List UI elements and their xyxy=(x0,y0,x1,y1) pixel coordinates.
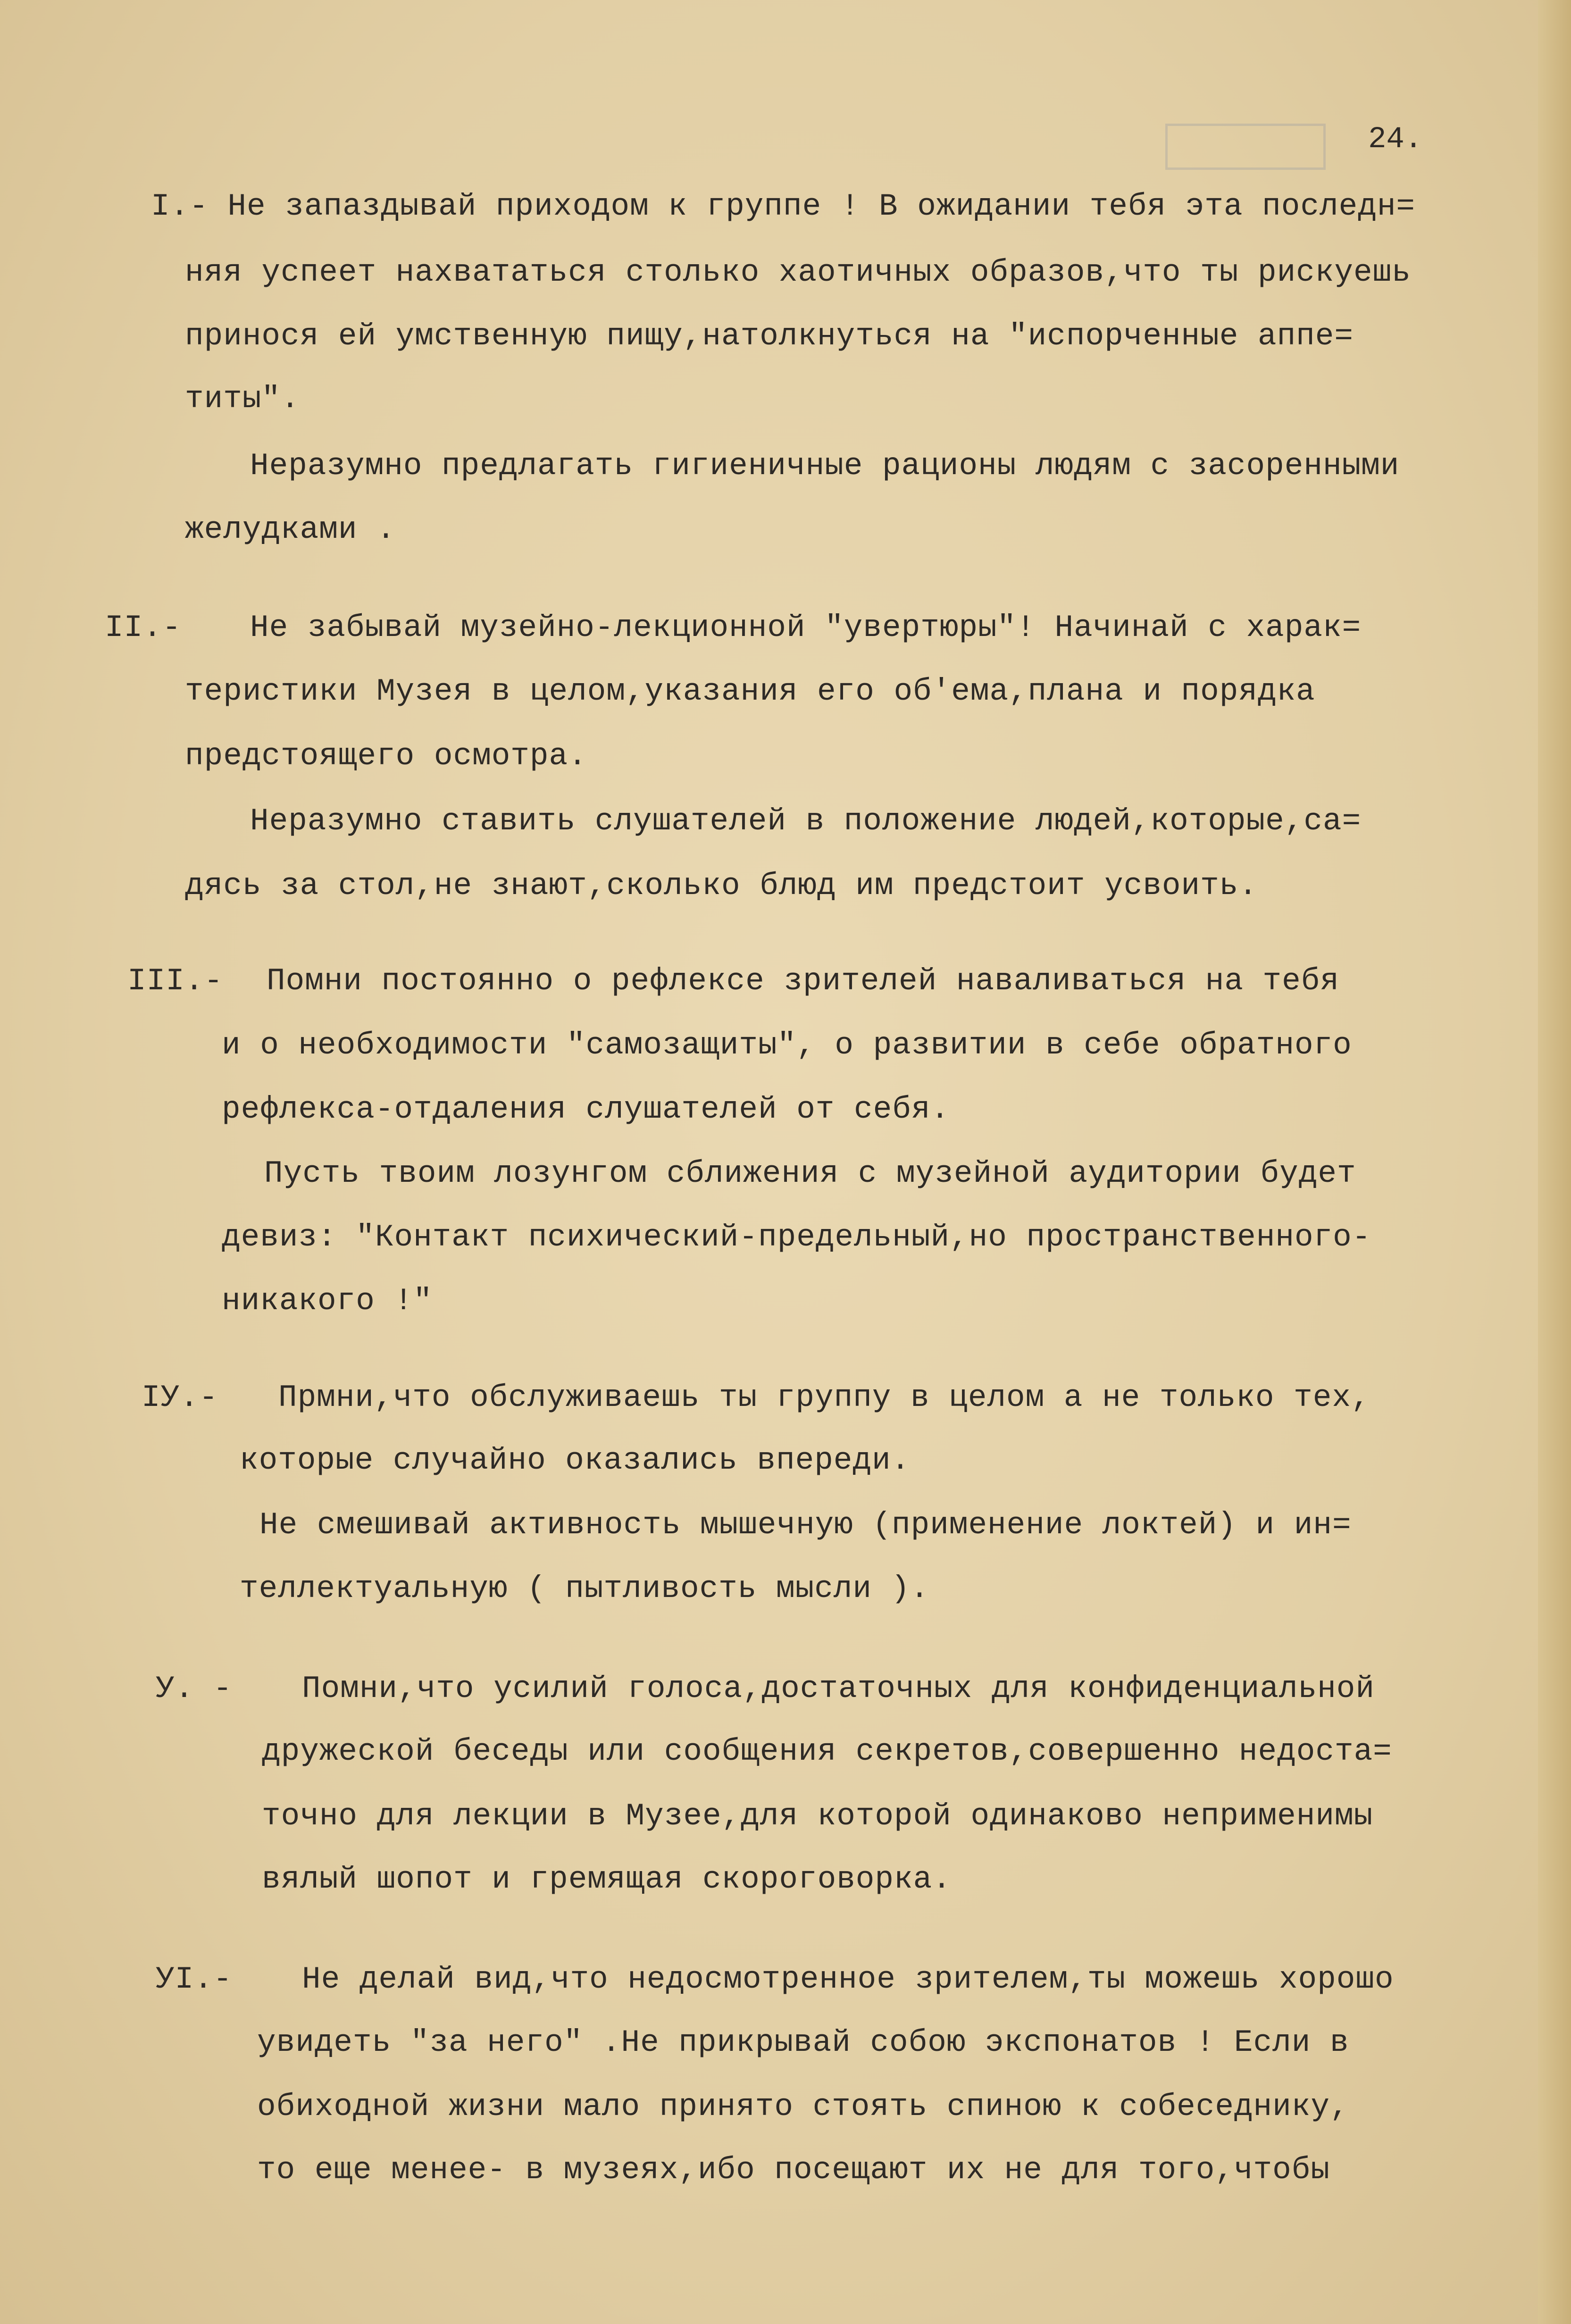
text-line: Пусть твоим лозунгом сближения с музейной аудитории будет xyxy=(264,1156,1356,1191)
text-line: желудками . xyxy=(185,512,396,547)
section-number: IУ.- xyxy=(142,1380,218,1415)
text-line: и о необходимости "самозащиты", о развитии в себе обратного xyxy=(222,1028,1352,1063)
paper-edge xyxy=(1538,0,1571,2324)
text-line: которые случайно оказались впереди. xyxy=(240,1443,911,1478)
section-number: УI.- xyxy=(156,1962,233,1997)
page-number: 24. xyxy=(1368,123,1423,157)
text-line: Не смешивай активность мышечную (применение локтей) и ин= xyxy=(259,1507,1352,1543)
text-line: Прмни,что обслуживаешь ты группу в целом а не только тех, xyxy=(278,1380,1370,1415)
text-line: никакого !" xyxy=(222,1283,433,1319)
section-number: II.- xyxy=(105,610,182,645)
text-line: рефлекса-отдаления слушателей от себя. xyxy=(222,1092,950,1127)
text-line: Не забывай музейно-лекционной "увертюры"! Начинай с харак= xyxy=(250,610,1362,645)
text-line: вялый шопот и гремящая скороговорка. xyxy=(262,1862,952,1897)
text-line: Помни постоянно о рефлексе зрителей наваливаться на тебя xyxy=(267,963,1339,999)
text-line: точно для лекции в Музее,для которой одинаково неприменимы xyxy=(262,1798,1373,1834)
text-line: теллектуальную ( пытливость мысли ). xyxy=(240,1571,929,1606)
text-line: Не делай вид,что недосмотренное зрителем,ты можешь хорошо xyxy=(302,1962,1394,1997)
section-number: У. - xyxy=(156,1671,233,1706)
text-line: теристики Музея в целом,указания его об'ема,плана и порядка xyxy=(185,674,1315,709)
text-line: принося ей умственную пищу,натолкнуться на "испорченные аппе= xyxy=(185,318,1354,354)
text-line: то еще менее- в музеях,ибо посещают их не для того,чтобы xyxy=(257,2152,1330,2188)
text-line: дясь за стол,не знают,сколько блюд им предстоит усвоить. xyxy=(185,868,1258,903)
faded-stamp xyxy=(1165,124,1326,170)
text-line: увидеть "за него" .Не прикрывай собою экспонатов ! Если в xyxy=(257,2025,1349,2060)
text-line: обиходной жизни мало принято стоять спиною к собеседнику, xyxy=(257,2089,1349,2124)
text-line: Неразумно предлагать гигиеничные рационы людям с засоренными xyxy=(250,448,1400,484)
text-line: дружеской беседы или сообщения секретов,совершенно недоста= xyxy=(262,1734,1392,1769)
text-line: I.- Не запаздывай приходом к группе ! В ожидании тебя эта последн= xyxy=(151,189,1416,224)
text-line: Помни,что усилий голоса,достаточных для конфиденциальной xyxy=(302,1671,1375,1706)
text-line: предстоящего осмотра. xyxy=(185,738,587,774)
section-number: III.- xyxy=(127,963,224,999)
text-line: Неразумно ставить слушателей в положение людей,которые,са= xyxy=(250,803,1362,839)
text-line: девиз: "Контакт психический-предельный,но пространственного- xyxy=(222,1220,1371,1255)
text-line: няя успеет нахвататься столько хаотичных образов,что ты рискуешь xyxy=(185,255,1411,290)
text-line: титы". xyxy=(185,381,300,417)
